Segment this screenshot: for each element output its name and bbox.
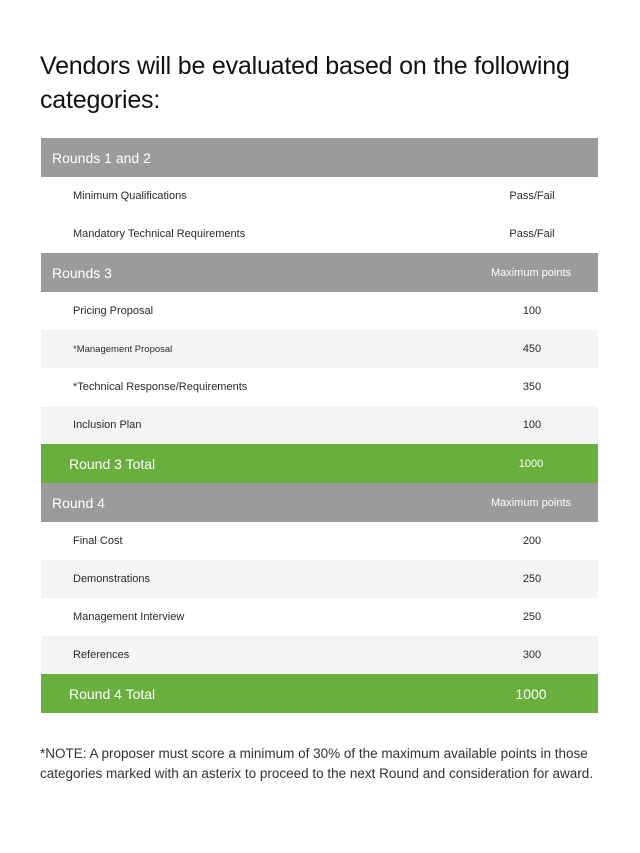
table-row (41, 330, 598, 368)
evaluation-table (41, 138, 598, 713)
criterion-label: *Technical Response/Requirements (73, 381, 248, 393)
section-header-round-3 (41, 253, 598, 292)
total-value: 1000 (515, 685, 547, 702)
table-row (41, 292, 598, 330)
criterion-label: Inclusion Plan (73, 419, 142, 431)
criterion-value: Pass/Fail (509, 190, 555, 202)
table-row (41, 598, 598, 636)
section-header-rounds-1-2 (41, 138, 598, 177)
criterion-value: 100 (522, 305, 542, 317)
criterion-label: Final Cost (73, 535, 123, 547)
total-label: Round 3 Total (69, 455, 156, 472)
table-row (41, 368, 598, 406)
total-value: 1000 (518, 457, 544, 470)
criterion-label: References (73, 649, 130, 661)
criterion-value: 100 (522, 419, 542, 431)
section-label: Rounds 3 (52, 264, 112, 281)
table-row (41, 560, 598, 598)
section-column-header: Maximum points (490, 266, 572, 279)
criterion-label: Pricing Proposal (73, 305, 154, 317)
section-label: Rounds 1 and 2 (52, 149, 151, 166)
criterion-label: *Management Proposal (73, 343, 173, 355)
section-header-round-4 (41, 483, 598, 522)
table-row (41, 215, 598, 253)
section-label: Round 4 (52, 494, 105, 511)
criterion-label: Mandatory Technical Requirements (73, 228, 246, 240)
total-label: Round 4 Total (69, 685, 156, 702)
footnote: *NOTE: A proposer must score a minimum of 30% of the maximum available points in those categories marked with an asterix to proceed to the next Round and consideration for award. (40, 746, 594, 781)
table-row (41, 522, 598, 560)
round-3-total-row (41, 444, 598, 483)
criterion-value: 250 (522, 611, 542, 623)
round-4-total-row (41, 674, 598, 713)
criterion-value: 350 (522, 381, 542, 393)
criterion-value: Pass/Fail (509, 228, 555, 240)
criterion-value: 300 (522, 649, 542, 661)
criterion-label: Minimum Qualifications (73, 190, 187, 202)
table-row (41, 177, 598, 215)
table-row (41, 636, 598, 674)
criterion-label: Management Interview (73, 611, 185, 623)
page-heading: Vendors will be evaluated based on the following categories: (40, 52, 570, 114)
section-column-header: Maximum points (490, 496, 572, 509)
table-row (41, 406, 598, 444)
criterion-value: 450 (522, 343, 542, 355)
criterion-value: 250 (522, 573, 542, 585)
criterion-label: Demonstrations (73, 573, 151, 585)
criterion-value: 200 (522, 535, 542, 547)
